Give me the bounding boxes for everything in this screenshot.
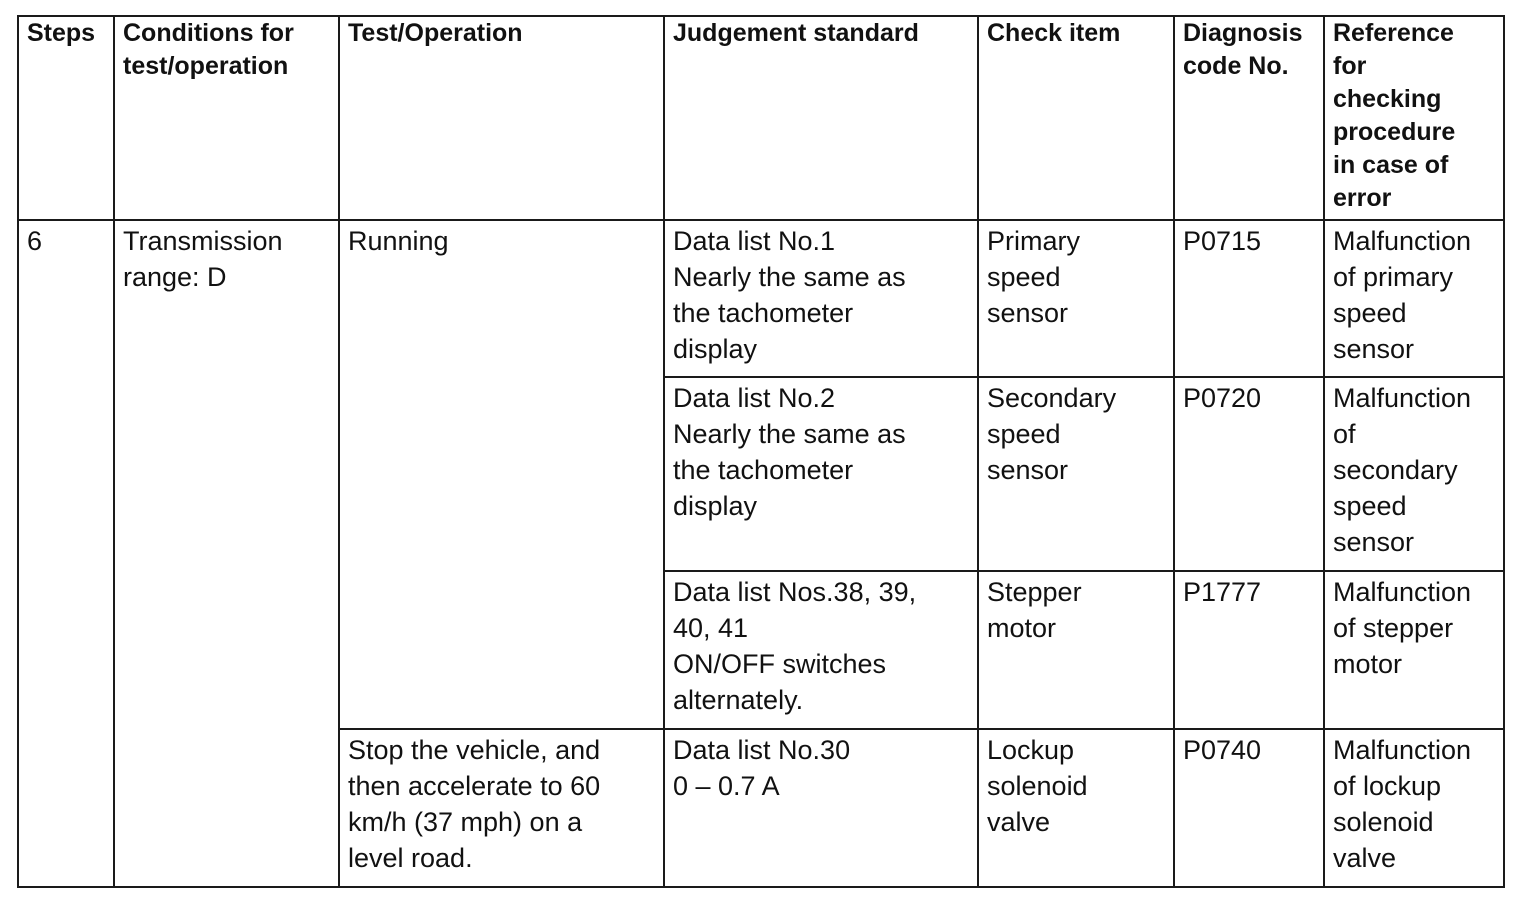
header-diagnosis-code: Diagnosis code No. [1174, 16, 1324, 220]
judgement-cell: Data list No.1 Nearly the same as the tachometer display [664, 220, 978, 377]
test-operation-running-cell: Running [339, 220, 664, 729]
test-operation-stop-cell: Stop the vehicle, and then accelerate to 60 km/h (37 mph) on a level road. [339, 729, 664, 887]
check-item-cell: Lockup solenoid valve [978, 729, 1174, 887]
diagnosis-table [17, 15, 1505, 888]
header-check-item: Check item [978, 16, 1174, 220]
judgement-cell: Data list Nos.38, 39, 40, 41 ON/OFF switches alternately. [664, 571, 978, 729]
judgement-cell: Data list No.2 Nearly the same as the tachometer display [664, 377, 978, 571]
diagnosis-code-cell: P0740 [1174, 729, 1324, 887]
diagnosis-code-cell: P0715 [1174, 220, 1324, 377]
table-row [18, 220, 1504, 377]
judgement-cell: Data list No.30 0 – 0.7 A [664, 729, 978, 887]
header-steps: Steps [18, 16, 114, 220]
header-test-operation: Test/Operation [339, 16, 664, 220]
step-number-cell: 6 [18, 220, 114, 887]
reference-cell: Malfunction of primary speed sensor [1324, 220, 1504, 377]
check-item-cell: Stepper motor [978, 571, 1174, 729]
header-judgement-standard: Judgement standard [664, 16, 978, 220]
check-item-cell: Secondary speed sensor [978, 377, 1174, 571]
conditions-cell: Transmission range: D [114, 220, 339, 887]
header-row [18, 16, 1504, 220]
check-item-cell: Primary speed sensor [978, 220, 1174, 377]
header-conditions: Conditions for test/operation [114, 16, 339, 220]
diagnosis-code-cell: P1777 [1174, 571, 1324, 729]
diagnosis-code-cell: P0720 [1174, 377, 1324, 571]
header-reference: Reference for checking procedure in case of error [1324, 16, 1504, 220]
reference-cell: Malfunction of lockup solenoid valve [1324, 729, 1504, 887]
reference-cell: Malfunction of stepper motor [1324, 571, 1504, 729]
reference-cell: Malfunction of secondary speed sensor [1324, 377, 1504, 571]
